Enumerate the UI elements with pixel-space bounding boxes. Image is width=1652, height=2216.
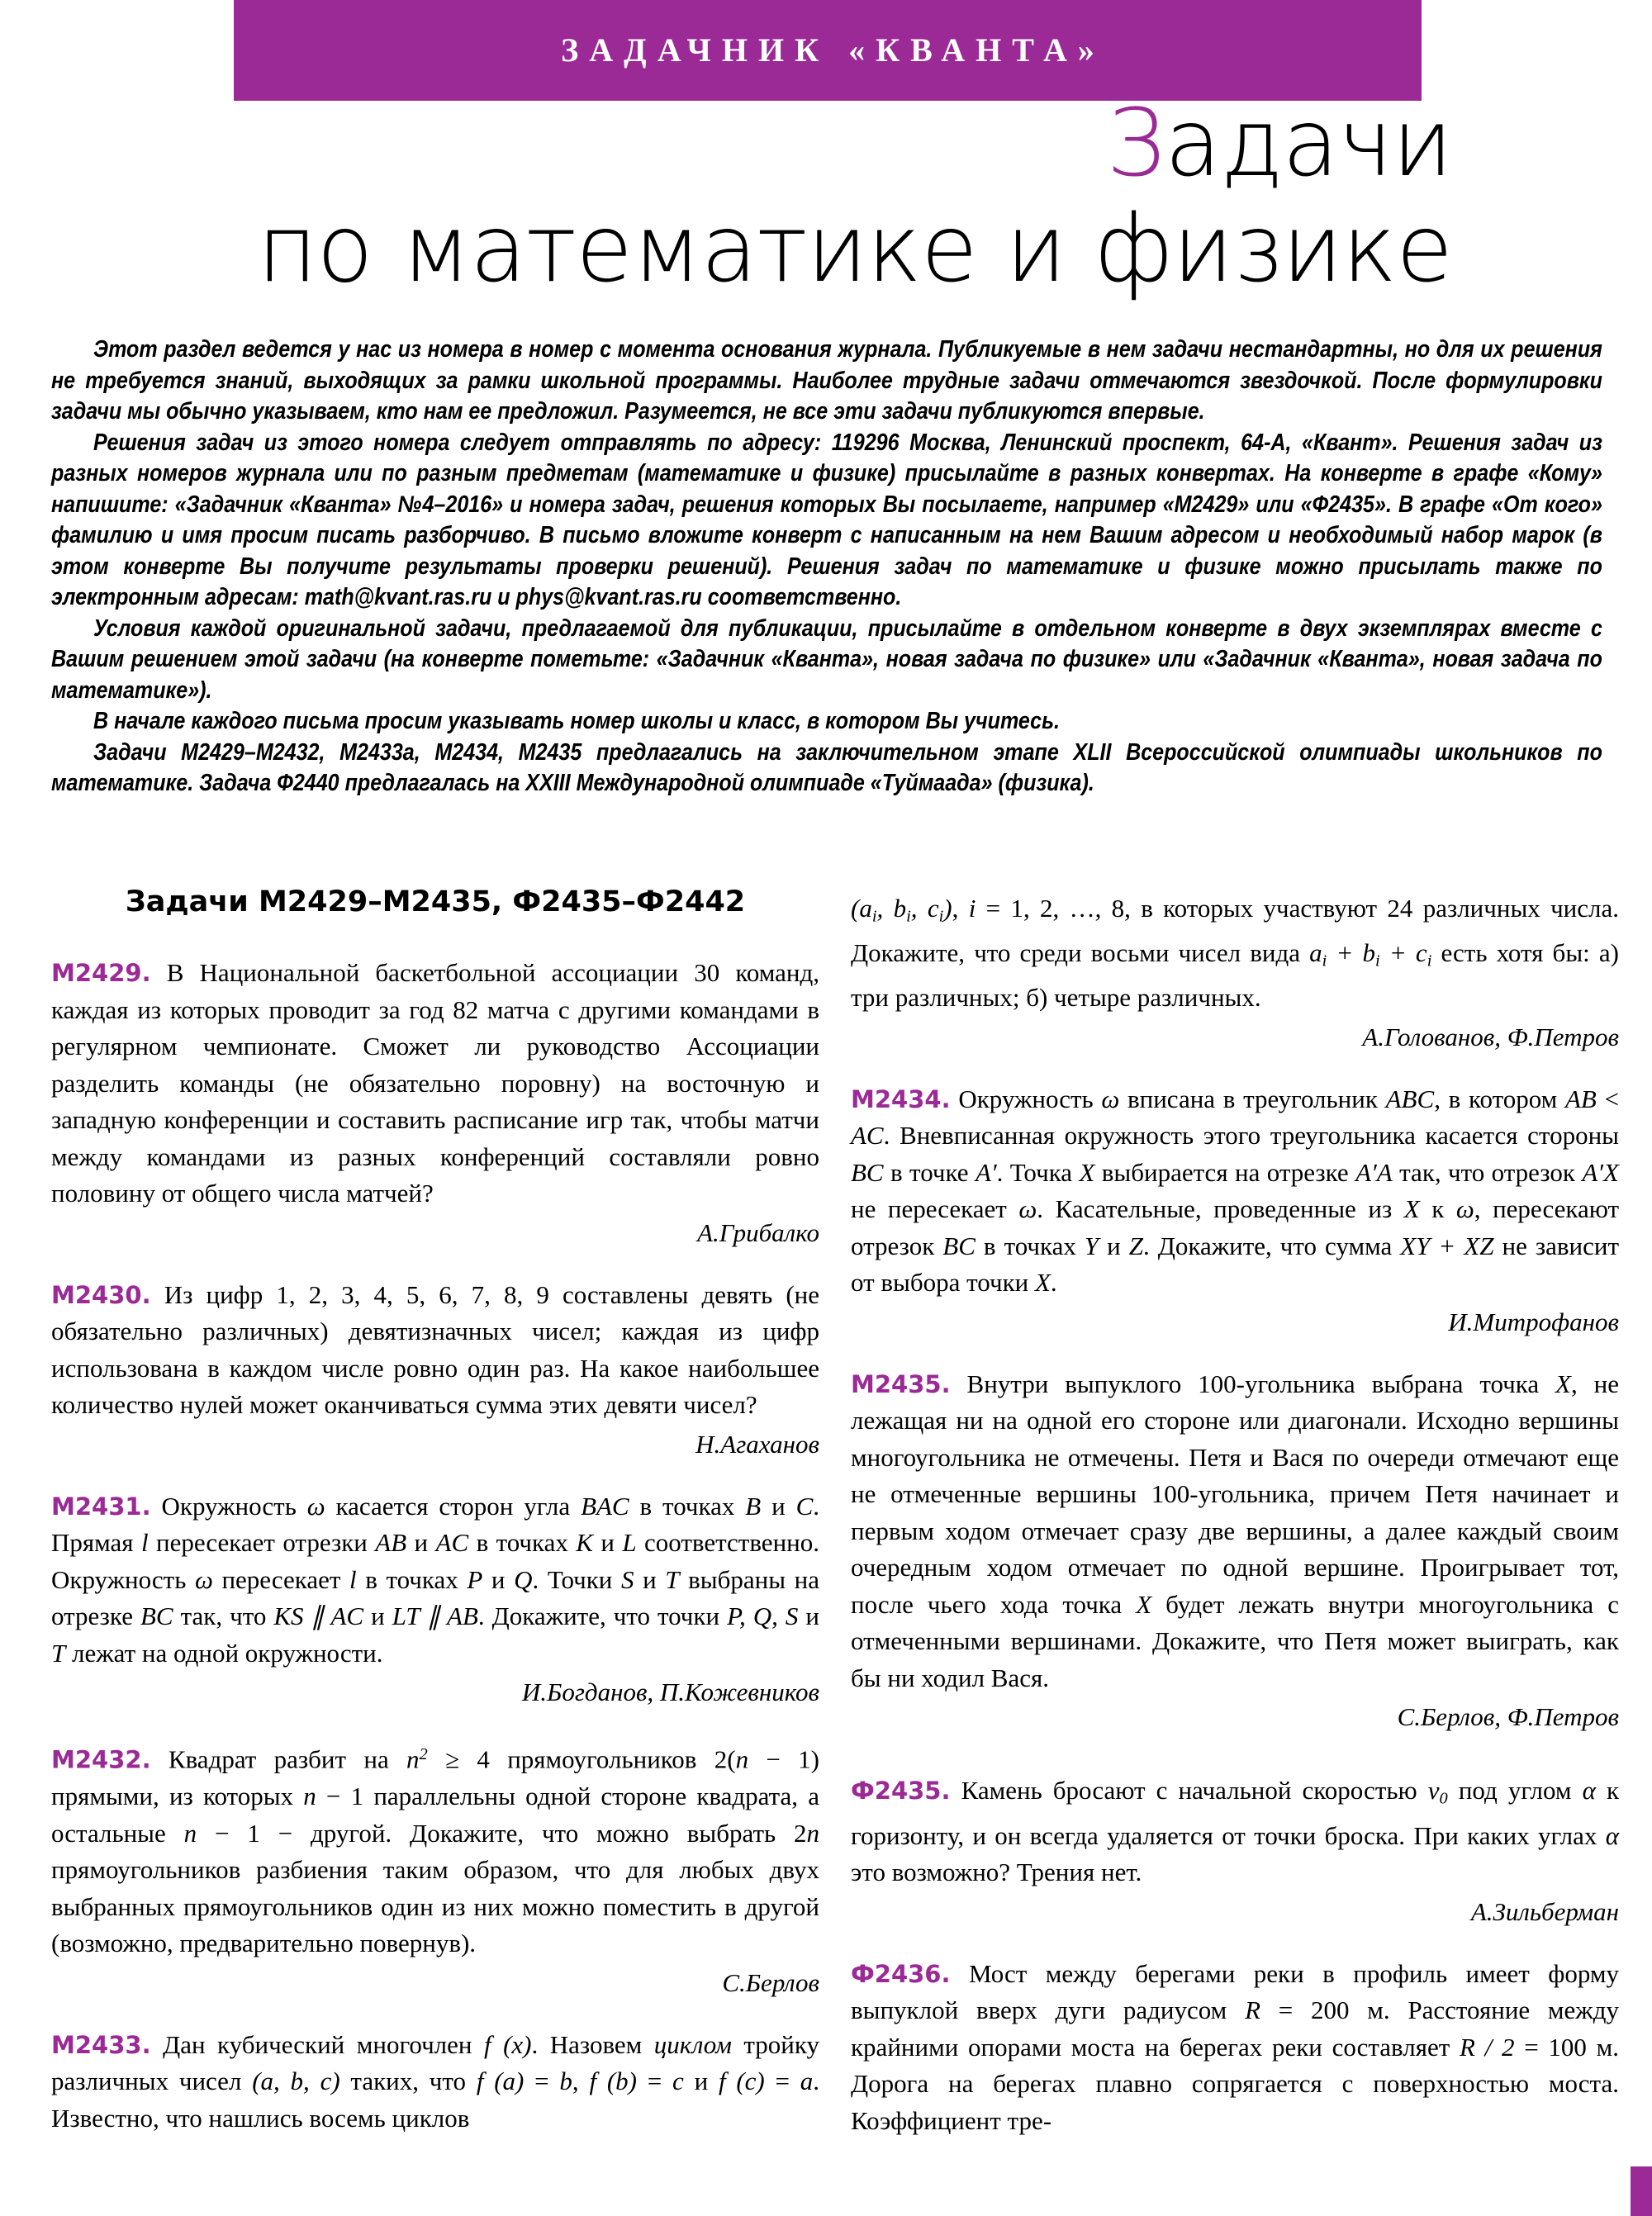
t: и: [761, 1491, 796, 1521]
math-var: T: [665, 1564, 680, 1594]
t: Дан кубический многочлен: [163, 2029, 484, 2059]
problem-m2429: [51, 955, 819, 1252]
math-var: f (c): [718, 2067, 765, 2096]
t: . Точка: [996, 1157, 1080, 1187]
t: = 200 м. Расстояние между крайними опорами моста на берегах реки составляет: [851, 1995, 1619, 2062]
t: к горизонту, и он всегда удаляется от точки броска. При каких углах: [851, 1776, 1619, 1850]
t: Внутри выпуклого 100-угольника выбрана точка: [966, 1369, 1556, 1398]
t: =: [636, 2067, 673, 2096]
t: ,: [952, 894, 969, 923]
page-title-line1: адачи: [1164, 90, 1452, 197]
math-var: R / 2: [1460, 2032, 1515, 2062]
t: касается сторон угла: [325, 1491, 582, 1521]
t: Мост между берегами реки в профиль имеет форму выпуклой вверх дуги радиусом: [851, 1958, 1619, 2025]
math-var: A′A: [1355, 1157, 1393, 1187]
rubric-banner: [234, 0, 1422, 101]
problem-f2435-body: [851, 1772, 1619, 1891]
t: . Известно, что нашлись восемь циклов: [51, 2067, 820, 2133]
math-var: L: [622, 1528, 637, 1557]
intro-paragraph-3: Условия каждой оригинальной задачи, предлагаемой для публикации, присылайте в отдельном конверте в двух экземплярах вместе с Вашим решением этой задачи (на конверте пометьте: «Задачник «Кванта», новая задача по физике» или «Задачник «Кванта», новая задача по математике»).: [51, 615, 1602, 704]
math-var: X: [1403, 1194, 1420, 1224]
t: Окружность: [161, 1491, 307, 1521]
t: ≥ 4 прямоугольников 2(: [427, 1744, 736, 1774]
t: , не лежащая ни на одной его стороне или диагонали. Исходно вершины многоугольника не отмечены. Петя и Вася по очереди отмечают еще не отмеченные вершины 100-угольника, причем Петя начинает и первым ходом отмечает сразу две вершины, а далее каждый своим очередным ходом отмечает по одной вершине. Проигрывает тот, после чьего хода точка: [851, 1369, 1620, 1619]
math-var: α: [1582, 1776, 1596, 1806]
column-left: [51, 885, 819, 2142]
problem-m2433-author: А.Голованов, Ф.Петров: [1362, 1022, 1619, 1051]
math-var: (a, b, c): [252, 2067, 340, 2096]
section-gap: [851, 1741, 1619, 1772]
math-var: LT ∥ AB: [392, 1601, 478, 1630]
problem-m2431: [51, 1488, 819, 1712]
page-title-line2: по математике и физике: [257, 196, 1452, 303]
t: − 1 параллельны одной стороне квадрата, а остальные: [51, 1782, 819, 1848]
math-sub: 0: [1439, 1790, 1448, 1809]
problem-m2433-body: [51, 2027, 819, 2138]
math-var: α: [1605, 1820, 1619, 1850]
t: и: [683, 2067, 719, 2096]
t: и: [406, 1528, 436, 1557]
math-var: ω: [1018, 1194, 1037, 1224]
math-var: XY + XZ: [1400, 1231, 1494, 1260]
rubric-label: ЗАДАЧНИК «КВАНТА»: [561, 31, 1105, 69]
problem-number-f2436: Ф2436.: [851, 1959, 951, 1988]
math-var: + b: [1327, 938, 1376, 968]
section-heading: Задачи М2429–М2435, Ф2435–Ф2442: [125, 885, 746, 918]
page-edge-tab: [1631, 2166, 1652, 2216]
math-var: f (x): [483, 2029, 532, 2059]
math-var: i: [968, 894, 976, 923]
t: так, что отрезок: [1392, 1157, 1583, 1187]
problem-number-m2430: М2430.: [51, 1280, 151, 1309]
math-sup: 2: [419, 1745, 428, 1763]
t: = 100 м. Дорога на берегах плавно сопрягается с поверхностью моста. Коэффициент тре-: [851, 2032, 1619, 2135]
column-right: [851, 890, 1619, 2144]
math-var: AC: [435, 1528, 469, 1557]
math-var: , c: [910, 894, 939, 923]
math-var: P: [467, 1564, 483, 1594]
t: и: [634, 1564, 666, 1594]
math-var: b: [559, 2067, 572, 2096]
t: Камень бросают с начальной скоростью: [961, 1776, 1428, 1806]
intro-paragraph-5: Задачи М2429–М2432, М2433а, М2434, М2435 предлагались на заключительном этапе XLII Всероссийской олимпиады школьников по математике. Задача Ф2440 предлагалась на XXIII Международной олимпиаде «Туймаада» (физика).: [51, 738, 1602, 796]
page-title-accent-letter: З: [1106, 90, 1165, 197]
math-var: a: [1309, 938, 1322, 968]
t: и: [592, 1528, 623, 1557]
problem-number-m2433: М2433.: [51, 2030, 151, 2059]
t: , в котором: [1434, 1084, 1565, 1113]
intro-block: [51, 335, 1602, 800]
problem-m2431-author: И.Богданов, П.Кожевников: [521, 1677, 819, 1706]
t: пересекает: [212, 1564, 349, 1594]
t: к: [1419, 1194, 1456, 1224]
math-var: AB: [375, 1528, 407, 1557]
t: в точках: [975, 1231, 1085, 1260]
problem-m2434-body: [851, 1081, 1619, 1302]
math-var: v: [1427, 1776, 1440, 1806]
intro-paragraph-1: Этот раздел ведется у нас из номера в номер с момента основания журнала. Публикуемые в нем задачи нестандартны, но для их решения не требуется знаний, выходящих за рамки школьной программы. Наиболее трудные задачи отмечаются звездочкой. После формулировки задачи мы обычно указываем, кто нам ее предложил. Разумеется, не все эти задачи публикуются впервые.: [51, 336, 1602, 425]
math-var: f (a): [476, 2067, 525, 2096]
problem-m2430-author: Н.Агаханов: [695, 1429, 819, 1459]
problem-m2432-author: С.Берлов: [722, 1967, 819, 1997]
t: лежат на одной окружности.: [65, 1638, 383, 1668]
t: =: [764, 2067, 800, 2096]
problem-f2436-body: [851, 1956, 1619, 2140]
math-var: + c: [1379, 938, 1427, 968]
math-var: KS ∥ AC: [273, 1601, 364, 1630]
math-var: X: [1079, 1157, 1095, 1187]
problem-m2430-text: Из цифр 1, 2, 3, 4, 5, 6, 7, 8, 9 составлены девять (не обязательно различных) девятизначных чисел; каждая из цифр использована в каждом числе ровно один раз. На какое наибольшее количество нулей может оканчиваться сумма этих девяти чисел?: [51, 1279, 820, 1419]
t: − 1 − другой. Докажите, что можно выбрать 2: [197, 1818, 807, 1848]
problem-m2433-continued: [851, 890, 1619, 1056]
t: в точке: [883, 1157, 976, 1187]
t: так, что: [173, 1601, 274, 1630]
math-var: A′: [975, 1157, 997, 1187]
math-var: S: [620, 1564, 634, 1594]
math-sub: i: [1322, 951, 1327, 970]
t: .: [1050, 1268, 1057, 1298]
problem-m2435-author: С.Берлов, Ф.Петров: [1397, 1702, 1619, 1732]
math-var: n: [735, 1744, 749, 1774]
t: . Точки: [532, 1564, 621, 1594]
t: не зависит от выбора точки: [851, 1231, 1620, 1298]
math-var: Y: [1084, 1231, 1099, 1260]
problem-m2434-author: И.Митрофанов: [1448, 1307, 1619, 1336]
math-var: ): [943, 894, 952, 923]
problem-number-m2429: М2429.: [51, 959, 151, 987]
problem-m2433: [51, 2027, 819, 2138]
t: не пересекает: [851, 1194, 1019, 1224]
t: , пересекают отрезок: [851, 1194, 1619, 1260]
t: в точках: [629, 1491, 746, 1521]
math-var: n: [183, 1818, 197, 1848]
math-var: c: [672, 2067, 684, 2096]
t: Окружность: [958, 1084, 1102, 1113]
math-sub: i: [1427, 951, 1432, 970]
problem-number-f2435: Ф2435.: [851, 1777, 951, 1806]
t: пересекает отрезки: [148, 1528, 376, 1557]
math-var: (a: [851, 894, 872, 923]
t: . Прямая: [51, 1491, 820, 1557]
t: . Касательные, проведенные из: [1037, 1194, 1404, 1224]
math-var: AB: [1564, 1084, 1597, 1113]
math-var: , b: [876, 894, 907, 923]
term-emphasis: циклом: [653, 2029, 732, 2059]
math-var: n: [406, 1744, 420, 1774]
problem-m2430: [51, 1277, 819, 1464]
problem-f2435-author: А.Зильберман: [1470, 1896, 1619, 1926]
intro-paragraph-2: Решения задач из этого номера следует отправлять по адресу: 119296 Москва, Ленинский проспект, 64-А, «Квант». Решения задач из разных номеров журнала или по разным предметам (математике и физике) присылайте в разных конвертах. На конверте в графе «Кому» напишите: «Задачник «Кванта» №4–2016» и номера задач, решения которых Вы посылаете, например «М2429» или «Ф2435». В графе «От кого» фамилию и имя просим писать разборчиво. В письмо вложите конверт с написанным на нем Вашим адресом и необходимый набор марок (в этом конверте Вы получите результаты проверки решений). Решения задач по математике и физике можно присылать также по электронным адресам: math@kvant.ras.ru и phys@kvant.ras.ru соответственно.: [51, 429, 1602, 610]
problem-m2429-body: [51, 955, 819, 1212]
math-var: BAC: [581, 1491, 629, 1521]
t: тройку различных чисел: [51, 2029, 820, 2096]
page-title: [0, 90, 1452, 303]
math-var: Z: [1128, 1231, 1143, 1260]
math-var: T: [51, 1638, 66, 1668]
math-var: n: [303, 1782, 316, 1811]
t: . Докажите, что сумма: [1142, 1231, 1401, 1260]
math-sub: i: [1375, 951, 1380, 970]
math-var: BC: [140, 1601, 173, 1630]
t: будет лежать внутри многоугольника с отмеченными вершинами. Докажите, что Петя может выиграть, как бы ни ходил Вася.: [851, 1589, 1619, 1692]
t: = 1, 2, …, 8, в которых участвуют 24 различных числа. Докажите, что среди восьми чисел вида: [851, 894, 1620, 968]
problem-number-m2435: М2435.: [851, 1369, 951, 1398]
math-var: P, Q, S: [727, 1601, 799, 1630]
t: =: [524, 2067, 560, 2096]
math-var: n: [806, 1818, 819, 1848]
math-var: ω: [194, 1564, 213, 1594]
t: соответственно. Окружность: [51, 1528, 819, 1594]
problem-number-m2432: М2432.: [51, 1745, 151, 1774]
math-var: BC: [851, 1157, 884, 1187]
t: и: [798, 1601, 820, 1630]
math-var: l: [140, 1528, 149, 1557]
t: это возможно? Трения нет.: [851, 1858, 1142, 1887]
math-var: X: [1034, 1268, 1051, 1298]
t: в точках: [356, 1564, 468, 1594]
math-var: X: [1555, 1369, 1571, 1398]
math-var: Q: [514, 1564, 533, 1594]
math-var: ABC: [1385, 1084, 1435, 1113]
problem-number-m2434: М2434.: [851, 1084, 951, 1113]
math-var: C: [795, 1491, 814, 1521]
problem-m2431-body: [51, 1488, 819, 1673]
problem-f2436: [851, 1956, 1619, 2140]
t: <: [1596, 1084, 1620, 1113]
math-var: a: [800, 2067, 814, 2096]
problem-m2433-body-continued: [851, 890, 1619, 1017]
t: выбирается на отрезке: [1094, 1157, 1356, 1187]
t: и: [482, 1564, 515, 1594]
problem-number-m2431: М2431.: [51, 1492, 151, 1521]
problem-m2432: [51, 1736, 819, 2002]
problem-m2430-body: [51, 1277, 819, 1424]
t: прямоугольников разбиения таким образом, что для любых двух выбранных прямоугольников один из них можно поместить в другой (возможно, предварительно повернув).: [51, 1855, 819, 1958]
math-var: ω: [1101, 1084, 1120, 1113]
math-var: f (b): [589, 2067, 637, 2096]
math-var: ω: [306, 1491, 325, 1521]
t: и: [1099, 1231, 1129, 1260]
math-var: A′X: [1582, 1157, 1619, 1187]
math-var: l: [349, 1564, 357, 1594]
math-var: B: [745, 1491, 762, 1521]
math-var: BC: [942, 1231, 976, 1260]
t: таких, что: [339, 2067, 477, 2096]
math-var: K: [576, 1528, 593, 1557]
t: ,: [572, 2067, 590, 2096]
math-sub: i: [871, 907, 877, 926]
math-var: X: [1136, 1589, 1152, 1619]
t: − 1) прямыми, из которых: [51, 1744, 819, 1811]
math-sub: i: [938, 907, 944, 926]
math-var: ω: [1455, 1194, 1474, 1224]
t: есть хотя бы: а) три различных; б) четыре различных.: [851, 938, 1619, 1013]
problem-f2435: [851, 1772, 1619, 1930]
t: и: [363, 1601, 392, 1630]
t: . Вневписанная окружность этого треугольника касается стороны: [883, 1121, 1619, 1151]
t: вписана в треугольник: [1119, 1084, 1386, 1113]
math-var: AC: [851, 1121, 884, 1151]
t: под углом: [1447, 1776, 1583, 1806]
problem-m2434: [851, 1081, 1619, 1341]
problem-m2429-author: А.Грибалко: [697, 1217, 819, 1247]
t: . Назовем: [531, 2029, 654, 2059]
t: Квадрат разбит на: [168, 1744, 407, 1774]
problem-m2429-text: В Национальной баскетбольной ассоциации 30 команд, каждая из которых проводит за год 82 матча с другими командами в регулярном чемпионате. Сможет ли руководство Ассоциации разделить команды (не обязательно поровну) на восточную и западную конференции и составить расписание игр так, чтобы матчи между командами из разных конференций составляли ровно половину от общего числа матчей?: [51, 958, 820, 1208]
t: выбраны на отрезке: [51, 1564, 820, 1630]
math-sub: i: [906, 907, 911, 926]
problem-m2435: [851, 1366, 1619, 1737]
math-var: R: [1245, 1995, 1260, 2025]
intro-paragraph-4: В начале каждого письма просим указывать номер школы и класс, в котором Вы учитесь.: [93, 708, 1060, 734]
t: . Докажите, что точки: [477, 1601, 728, 1630]
t: в точках: [468, 1528, 577, 1557]
problem-m2435-body: [851, 1366, 1619, 1697]
problem-m2432-body: [51, 1736, 819, 1962]
